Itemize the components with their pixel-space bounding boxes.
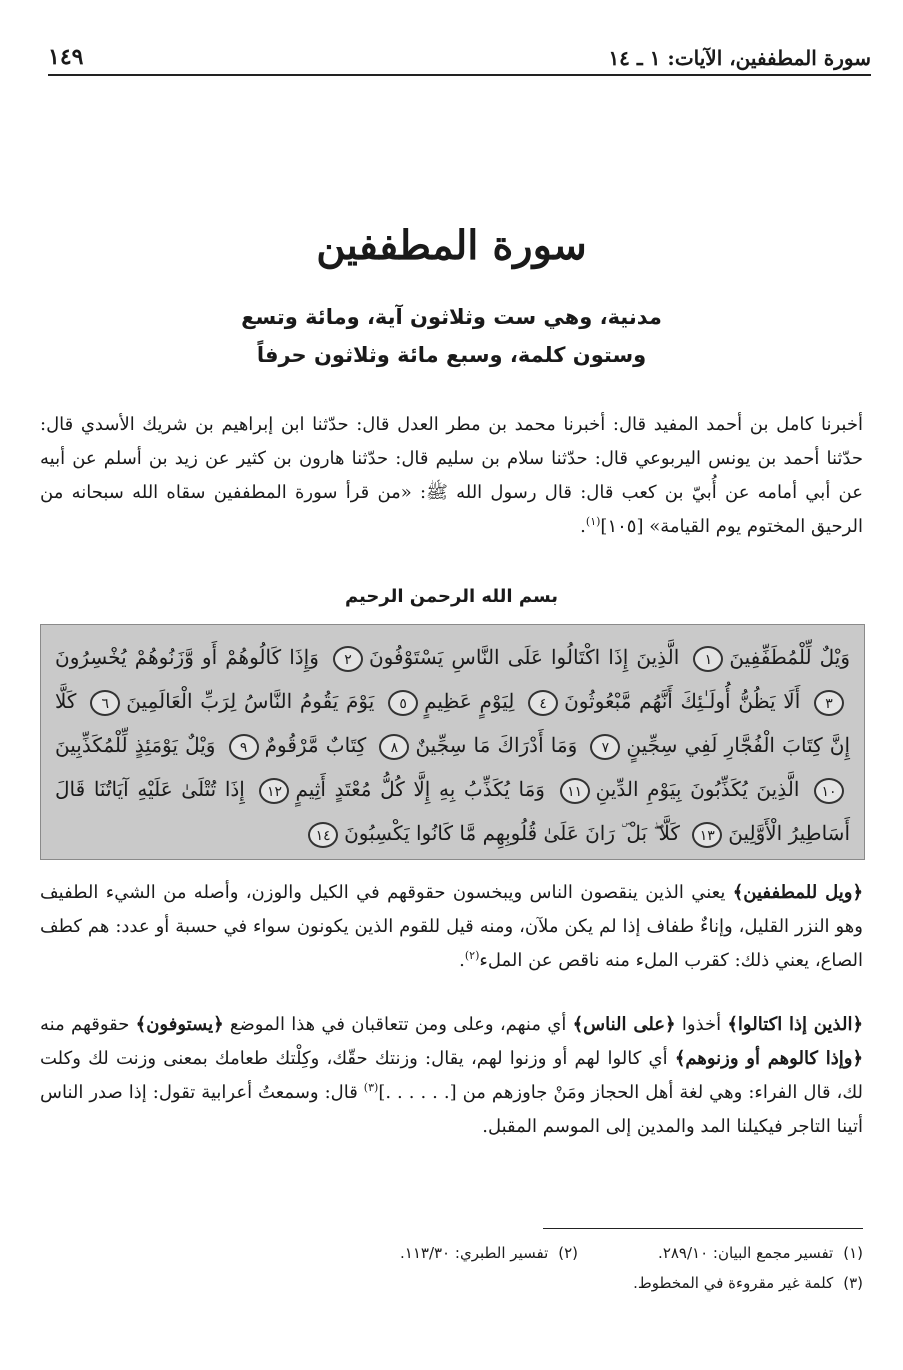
ayah-text: وَيْلٌ يَوْمَئِذٍ لِّلْمُكَذِّبِينَ xyxy=(55,733,216,757)
ayah-number-marker: ٥ xyxy=(388,690,418,716)
ayah-text: يَوْمَ يَقُومُ النَّاسُ لِرَبِّ الْعَالَمِينَ xyxy=(126,689,375,713)
ayah-text: وَإِذَا كَالُوهُمْ أَو وَّزَنُوهُمْ يُخْسِرُونَ xyxy=(55,645,319,669)
surah-meta-line-1: مدنية، وهي ست وثلاثون آية، ومائة وتسع xyxy=(241,305,662,329)
running-header-title: سورة المطففين، الآيات: ١ ـ ١٤ xyxy=(608,46,871,70)
footnote-text: تفسير مجمع البيان: ٢٨٩/١٠. xyxy=(658,1244,834,1262)
ayah-number-marker: ١ xyxy=(693,646,723,672)
surah-meta xyxy=(0,298,903,374)
footnote-3 xyxy=(633,1268,863,1298)
ayah-number-marker: ١٢ xyxy=(259,778,289,804)
quran-verses-box xyxy=(40,624,865,860)
ayah-number-marker: ١٠ xyxy=(814,778,844,804)
ayah-text: أَلَا يَظُنُّ أُولَـٰئِكَ أَنَّهُم مَّبْعُوثُونَ xyxy=(564,689,801,713)
footnotes xyxy=(40,1238,863,1298)
ayah-number-marker: ١١ xyxy=(560,778,590,804)
footnote-row xyxy=(40,1268,863,1298)
quoted-verse: ﴿يستوفون﴾ xyxy=(135,1014,224,1035)
tafsir-text: أي كالوا لهم أو وزنوا لهم، يقال: وزنتك حقّك، وكِلْتك طعامك بمعنى وزنت لك وكلت لك، قال الفراء: وهي لغة أهل الحجاز ومَنْ جاوزهم من [. . . . . .] xyxy=(40,1048,863,1103)
quoted-verse: ﴿ويل للمطففين﴾ xyxy=(732,882,863,903)
ayah-number-marker: ٧ xyxy=(590,734,620,760)
footnote-number: (٢) xyxy=(558,1244,579,1262)
footnote-divider xyxy=(543,1228,863,1229)
ayah-text: إِذَا تُتْلَىٰ عَلَيْهِ آيَاتُنَا قَالَ أَسَاطِيرُ الْأَوَّلِينَ xyxy=(55,777,850,845)
footnote-ref-1: (١) xyxy=(585,515,601,528)
footnote-1 xyxy=(658,1238,863,1268)
basmala: بسم الله الرحمن الرحيم xyxy=(344,586,559,607)
ayah-text: كَلَّا إِنَّ كِتَابَ الْفُجَّارِ لَفِي سِجِّينٍ xyxy=(55,689,850,757)
ayah-number-marker: ٢ xyxy=(333,646,363,672)
ayah-number-marker: ١٤ xyxy=(308,822,338,848)
tafsir-paragraph-2 xyxy=(40,1008,863,1144)
ayah-number-marker: ٤ xyxy=(528,690,558,716)
surah-meta-line-2: وستون كلمة، وسبع مائة وثلاثون حرفاً xyxy=(256,343,647,367)
ayah-text: الَّذِينَ يُكَذِّبُونَ بِيَوْمِ الدِّينِ xyxy=(595,777,800,801)
isnad-text: أخبرنا كامل بن أحمد المفيد قال: أخبرنا محمد بن مطر العدل قال: حدّثنا ابن إبراهيم بن شريك الأسدي قال: حدّثنا أحمد بن يونس اليربوعي قال: حدّثنا سلام بن سليم قال: حدّثنا هارون بن كثير عن زيد بن أسلم عن أبيه عن أبي أمامه عن أُبيّ بن كعب قال: قال رسول الله ﷺ: «من قرأ سورة المطففين سقاه الله سبحانه من الرحيق المختوم يوم القيامة» [١٠٥] xyxy=(40,414,863,537)
footnote-ref-2: (٢) xyxy=(464,949,480,962)
footnote-row xyxy=(40,1238,863,1268)
footnote-2 xyxy=(400,1238,578,1268)
tafsir-paragraph-1 xyxy=(40,876,863,978)
footnote-number: (١) xyxy=(843,1244,863,1262)
ayah-number-marker: ٩ xyxy=(229,734,259,760)
tafsir-text: حقوقهم منه xyxy=(40,1014,136,1035)
tafsir-text: قال: وسمعتُ أعرابية تقول: إذا صدر الناس أتينا التاجر فيكيلنا المد والمدين إلى الموسم المقبل. xyxy=(40,1082,863,1137)
tafsir-text: أخذوا xyxy=(675,1014,728,1035)
isnad-end: . xyxy=(580,516,586,537)
ayah-text: كِتَابٌ مَّرْقُومٌ xyxy=(264,733,367,757)
quoted-verse: ﴿وإذا كالوهم أو وزنوهم﴾ xyxy=(674,1048,864,1069)
running-header xyxy=(48,30,871,76)
ayah-number-marker: ١٣ xyxy=(692,822,722,848)
footnote-text: كلمة غير مقروءة في المخطوط. xyxy=(633,1274,834,1292)
footnote-text: تفسير الطبري: ١١٣/٣٠. xyxy=(400,1244,549,1262)
footnote-ref-3: (٣) xyxy=(363,1081,379,1094)
isnad-paragraph xyxy=(40,408,863,544)
quoted-verse: ﴿الذين إذا اكتالوا﴾ xyxy=(727,1014,864,1035)
ayah-text: وَمَا يُكَذِّبُ بِهِ إِلَّا كُلُّ مُعْتَدٍ أَثِيمٍ xyxy=(295,777,545,801)
tafsir-text: أي منهم، وعلى ومن تتعاقبان في هذا الموضع xyxy=(223,1014,573,1035)
ayah-text: الَّذِينَ إِذَا اكْتَالُوا عَلَى النَّاسِ يَسْتَوْفُونَ xyxy=(368,645,680,669)
ayah-number-marker: ٨ xyxy=(379,734,409,760)
page-number: ١٤٩ xyxy=(48,44,84,70)
ayah-number-marker: ٦ xyxy=(90,690,120,716)
ayah-text: كَلَّا ۖ بَلْ ۜ رَانَ عَلَىٰ قُلُوبِهِم مَّا كَانُوا يَكْسِبُونَ xyxy=(344,821,680,845)
ayah-text: وَمَا أَدْرَاكَ مَا سِجِّينٌ xyxy=(415,733,578,757)
footnote-number: (٣) xyxy=(843,1274,863,1292)
ayah-text: لِيَوْمٍ عَظِيمٍ xyxy=(424,689,515,713)
quoted-verse: ﴿على الناس﴾ xyxy=(572,1014,676,1035)
tafsir-text: يعني الذين ينقصون الناس ويبخسون حقوقهم في الكيل والوزن، وأصله من الشيء الطفيف وهو النزر القليل، وإناءٌ طفاف إذا لم يكن ملآن، ومنه قيل للقوم الذين يكونون سواء في حسبة أو عدد: هم كطف الصاع، يعني ذلك: كقرب الملء منه ناقص عن الملء xyxy=(40,882,863,971)
ayah-number-marker: ٣ xyxy=(814,690,844,716)
ayah-text: وَيْلٌ لِّلْمُطَفِّفِينَ xyxy=(729,645,851,669)
tafsir-end: . xyxy=(459,950,465,971)
surah-title: سورة المطففين xyxy=(316,222,587,269)
